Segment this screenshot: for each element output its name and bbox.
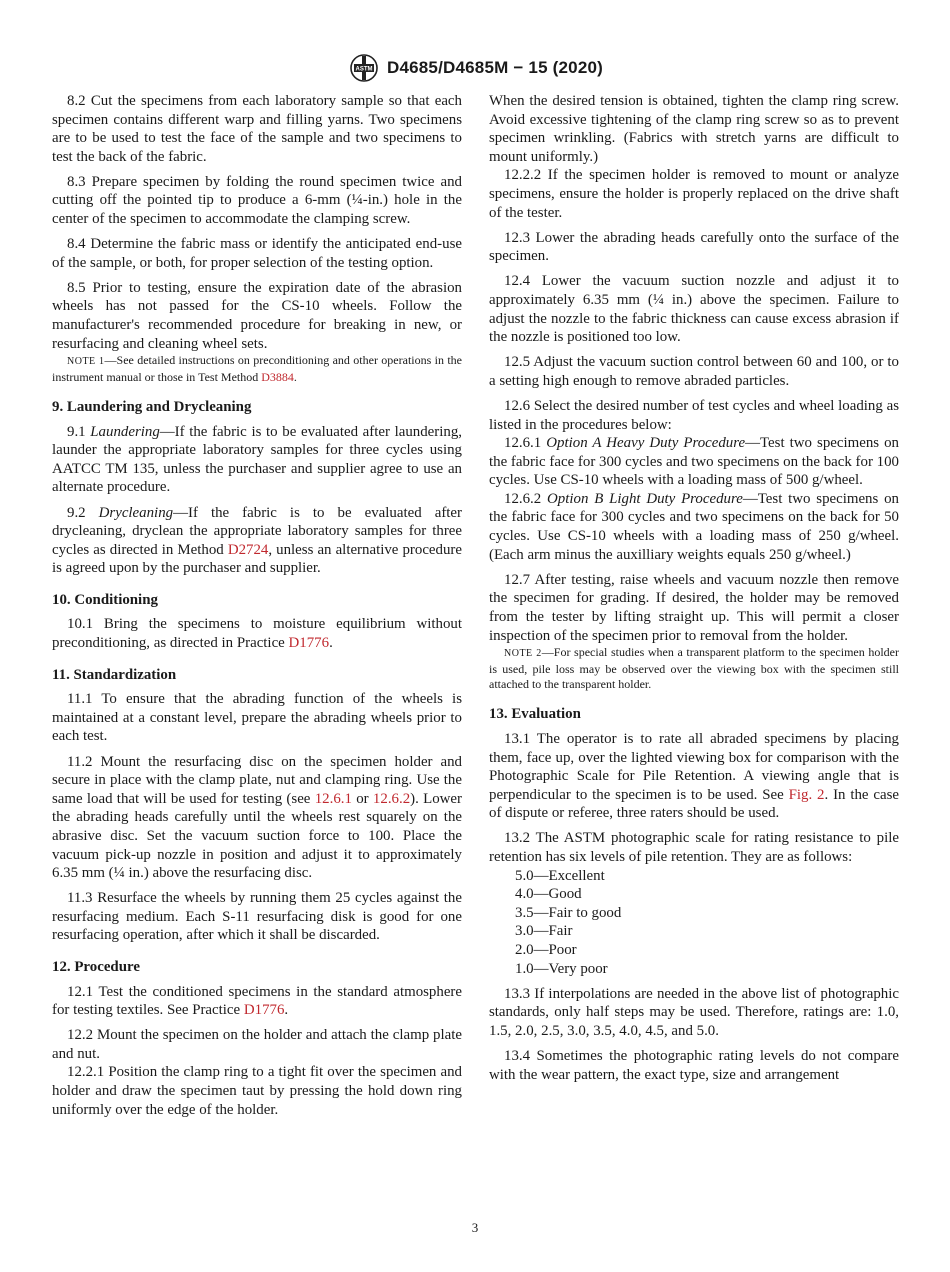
- section-8-2: 8.2 Cut the specimens from each laboratory sample so that each specimen contains different warp and filling yarns. Two specimens are to be used to test the face of the sample and two specimens to test the back of the fabric.: [52, 93, 462, 165]
- section-11-1: 11.1 To ensure that the abrading function of the wheels is maintained at a constant level, prepare the abrading wheels prior to each test.: [52, 691, 462, 745]
- section-13-1-text-b: . In the case of dispute or referee, three raters should be used.: [489, 786, 899, 822]
- section-8-4: 8.4 Determine the fabric mass or identify the anticipated end-use of the sample, or both, for proper selection of the testing option.: [52, 236, 462, 271]
- note-2-text: —For special studies when a transparent platform to the specimen holder is used, pile loss may be observed over the viewing box with the specimen still attached to the transparent holder.: [489, 645, 899, 691]
- section-12-1: [52, 983, 462, 1020]
- section-12-2-1-continued: When the desired tension is obtained, tighten the clamp ring screw. Avoid excessive tightening of the clamp ring screw so as to prevent specimen wrinkling. (Fabrics with stretch yarns are difficult to mount uniformly.): [489, 93, 899, 165]
- note-2: [489, 645, 899, 692]
- ref-d1776-link-2[interactable]: D1776: [243, 1002, 285, 1019]
- section-10-1-text: 10.1 Bring the specimens to moisture equilibrium without preconditioning, as directed in Practice: [52, 616, 462, 652]
- note-1-label: NOTE 1: [67, 356, 105, 368]
- ref-12-6-2-link[interactable]: 12.6.2: [372, 790, 411, 807]
- section-12-7: 12.7 After testing, raise wheels and vacuum nozzle then remove the specimen for grading. If desired, the holder may be removed from the tester by lifting straight up. This will permit a closer inspection of the specimen prior to removal from the holder.: [489, 571, 899, 644]
- section-12-6: 12.6 Select the desired number of test cycles and wheel loading as listed in the procedures below:: [489, 397, 899, 433]
- ref-fig-2-link[interactable]: Fig. 2: [788, 786, 825, 803]
- section-9-2-number: 9.2: [67, 504, 99, 521]
- section-13-1: [489, 730, 899, 823]
- note-1-end: .: [293, 369, 297, 384]
- section-10-1-end: .: [329, 635, 333, 652]
- section-12-6-1-title: Option A Heavy Duty Procedure: [546, 435, 746, 452]
- ref-d2724-link[interactable]: D2724: [227, 541, 269, 558]
- section-11-2-text-c: ). Lower the abrading heads carefully until the wheels rest squarely on the abrasive disc. Set the vacuum suction force to 100. Place the vacuum pick-up nozzle in position and adjust it to approximately 6.35 mm (¼ in.) above the resurfacing disc.: [52, 790, 462, 882]
- astm-logo-icon: [347, 53, 381, 83]
- ref-12-6-1-link[interactable]: 12.6.1: [314, 790, 352, 807]
- section-12-6-1-text: —Test two specimens on the fabric face for 300 cycles and two specimens on the back for 100 cycles. Use CS-10 wheels with a loading mass of 500 g/wheel.: [489, 435, 899, 489]
- list-item: 2.0—Poor: [515, 941, 577, 958]
- page-number: 3: [471, 1220, 479, 1235]
- section-12-3: 12.3 Lower the abrading heads carefully onto the surface of the specimen.: [489, 229, 899, 265]
- section-13-4: 13.4 Sometimes the photographic rating levels do not compare with the wear pattern, the exact type, size and arrangement: [489, 1047, 899, 1083]
- list-item: 5.0—Excellent: [515, 867, 605, 884]
- heading-section-11: 11. Standardization: [52, 666, 177, 683]
- heading-section-10: 10. Conditioning: [52, 591, 158, 608]
- heading-section-12: 12. Procedure: [52, 958, 140, 975]
- section-12-5: 12.5 Adjust the vacuum suction control between 60 and 100, or to a setting high enough to remove abraded particles.: [489, 354, 899, 389]
- rating-scale-list: [489, 867, 899, 979]
- section-12-6-2-text: —Test two specimens on the fabric face for 300 cycles and two specimens on the back for 50 cycles. Use CS-10 wheels with a loading mass of 250 g/wheel. (Each arm minus the auxilliary weights equals 250 g/wheel.): [489, 490, 899, 563]
- section-12-6-2-number: 12.6.2: [504, 490, 548, 507]
- list-item: 3.5—Fair to good: [515, 904, 622, 921]
- section-13-3: 13.3 If interpolations are needed in the above list of photographic standards, only half steps may be used. Therefore, ratings are: 1.0, 1.5, 2.0, 2.5, 3.0, 3.5, 4.0, 4.5, and 5.0.: [489, 985, 899, 1039]
- section-12-6-1: [489, 434, 899, 490]
- section-13-2: 13.2 The ASTM photographic scale for rating resistance to pile retention has six levels of pile retention. They are as follows:: [489, 830, 899, 865]
- section-12-6-2: [489, 490, 899, 564]
- section-12-6-2-title: Option B Light Duty Procedure: [547, 490, 743, 507]
- section-9-2: [52, 504, 462, 578]
- section-11-3: 11.3 Resurface the wheels by running them 25 cycles against the resurfacing medium. Each S-11 resurfacing disk is good for one resurfacing operation, after which it shall be discarded.: [52, 890, 462, 944]
- section-9-1-title: Laundering: [90, 423, 160, 440]
- document-designation: D4685/D4685M − 15 (2020): [386, 58, 604, 77]
- right-column: [489, 92, 899, 1084]
- section-9-1: [52, 423, 462, 497]
- ref-d1776-link[interactable]: D1776: [288, 635, 330, 652]
- note-2-label: NOTE 2: [504, 648, 542, 660]
- svg-text:ASTM: ASTM: [355, 66, 373, 73]
- note-1-text: —See detailed instructions on preconditioning and other operations in the instrument manual or those in Test Method: [52, 353, 462, 384]
- heading-section-9: 9. Laundering and Drycleaning: [52, 399, 252, 416]
- page-header: [0, 52, 950, 84]
- list-item: 1.0—Very poor: [515, 960, 608, 977]
- section-8-5: 8.5 Prior to testing, ensure the expiration date of the abrasion wheels has not passed for the CS-10 wheels. Follow the manufacturer's recommended procedure for breaking in new, or resurfacing and cleaning wheel sets.: [52, 279, 462, 352]
- section-9-1-number: 9.1: [67, 423, 91, 440]
- ref-d3884-link[interactable]: D3884: [261, 369, 294, 384]
- list-item: 3.0—Fair: [515, 923, 573, 940]
- section-12-1-text: 12.1 Test the conditioned specimens in the standard atmosphere for testing textiles. See Practice: [52, 983, 462, 1019]
- left-column: [52, 92, 462, 1119]
- section-11-2-text-b: or: [351, 790, 373, 807]
- heading-section-13: 13. Evaluation: [489, 706, 581, 723]
- section-9-2-text: —If the fabric is to be evaluated after drycleaning, dryclean the appropriate laboratory samples for three cycles as directed in Method: [52, 504, 462, 558]
- section-11-2: [52, 753, 462, 883]
- section-13-1-text-a: 13.1 The operator is to rate all abraded specimens by placing them, face up, over the lighted viewing box for comparison with the Photographic Scale for Pile Retention. A viewing angle that is perpendicular to the specimen is to be used. See: [489, 730, 899, 803]
- section-9-2-end: , unless an alternative procedure is agreed upon by the purchaser and supplier.: [52, 541, 462, 577]
- section-12-6-1-number: 12.6.1: [504, 435, 547, 452]
- section-12-2: 12.2 Mount the specimen on the holder and attach the clamp plate and nut.: [52, 1027, 462, 1062]
- section-9-2-title: Drycleaning: [98, 504, 174, 521]
- note-1: [52, 353, 462, 385]
- list-item: 4.0—Good: [515, 886, 582, 903]
- section-8-3: 8.3 Prepare specimen by folding the round specimen twice and cutting off the pointed tip to produce a 6-mm (¼-in.) hole in the center of the specimen to accommodate the clamping screw.: [52, 173, 462, 228]
- section-11-2-text-a: 11.2 Mount the resurfacing disc on the specimen holder and secure in place with the clamp plate, nut and clamping ring. Use the same load that will be used for testing (see: [52, 753, 462, 807]
- section-12-2-2: 12.2.2 If the specimen holder is removed to mount or analyze specimens, ensure the holder is properly replaced on the drive shaft of the tester.: [489, 167, 899, 221]
- section-12-4: 12.4 Lower the vacuum suction nozzle and adjust it to approximately 6.35 mm (¼ in.) above the specimen. Failure to adjust the nozzle to the fabric thickness can cause excess abrasion if the nozzle is positioned too low.: [489, 273, 899, 346]
- section-12-2-1: 12.2.1 Position the clamp ring to a tight fit over the specimen and holder and draw the specimen taut by pressing the hold down ring uniformly over the edge of the holder.: [52, 1064, 462, 1118]
- section-12-1-end: .: [284, 1002, 289, 1019]
- section-10-1: [52, 615, 462, 652]
- section-9-1-text: —If the fabric is to be evaluated after laundering, launder the appropriate laboratory samples for three cycles using AATCC TM 135, unless the purchaser and supplier agree to use an alternate procedure.: [52, 423, 462, 496]
